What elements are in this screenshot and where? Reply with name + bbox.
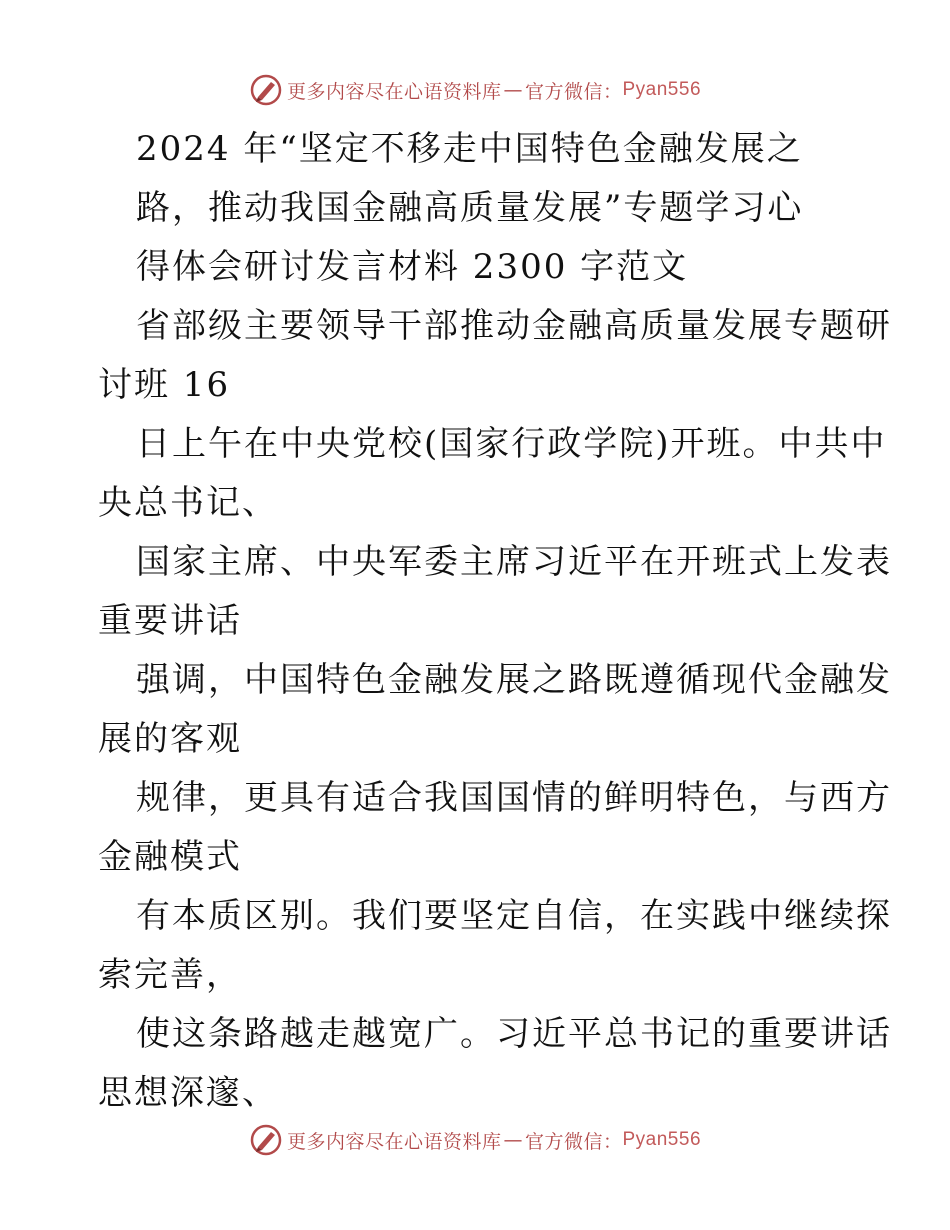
header-watermark xyxy=(0,70,950,110)
body-line: 央总书记、 xyxy=(98,483,278,523)
body-line: 强调，中国特色金融发展之路既遵循现代金融发 xyxy=(136,660,892,700)
body-line: 使这条路越走越宽广。习近平总书记的重要讲话 xyxy=(136,1014,892,1054)
watermark-text: 更多内容尽在心语资料库 xyxy=(286,80,502,103)
footer-watermark xyxy=(0,1120,950,1160)
body-line: 省部级主要领导干部推动金融高质量发展专题研 xyxy=(136,306,892,346)
body-line: 思想深邃、 xyxy=(98,1073,278,1113)
watermark-suffix: 官方微信： xyxy=(524,1130,623,1153)
body-line: 讨班 16 xyxy=(98,365,231,405)
pen-logo-icon xyxy=(249,73,283,107)
body-line: 金融模式 xyxy=(98,837,242,877)
title-line-3: 得体会研讨发言材料 2300 字范文 xyxy=(136,247,689,287)
body-line: 规律，更具有适合我国国情的鲜明特色，与西方 xyxy=(136,778,892,818)
watermark-separator: — xyxy=(503,1129,523,1151)
pen-logo-icon xyxy=(249,1123,283,1157)
watermark-text: 更多内容尽在心语资料库 xyxy=(286,1130,502,1153)
watermark-handle: Pyan556 xyxy=(622,79,702,100)
watermark-handle: Pyan556 xyxy=(622,1129,702,1150)
body-line: 展的客观 xyxy=(98,719,242,759)
body-line: 国家主席、中央军委主席习近平在开班式上发表 xyxy=(136,542,892,582)
watermark-separator: — xyxy=(503,79,523,101)
title-line-2: 路，推动我国金融高质量发展”专题学习心 xyxy=(136,188,804,228)
body-line: 重要讲话 xyxy=(98,601,242,641)
body-line: 有本质区别。我们要坚定自信，在实践中继续探 xyxy=(136,896,892,936)
body-line: 索完善， xyxy=(98,955,242,995)
title-line-1: 2024 年“坚定不移走中国特色金融发展之 xyxy=(136,129,803,169)
document-body xyxy=(98,120,892,1123)
body-line: 日上午在中央党校(国家行政学院)开班。中共中 xyxy=(136,424,887,464)
watermark-suffix: 官方微信： xyxy=(524,80,623,103)
